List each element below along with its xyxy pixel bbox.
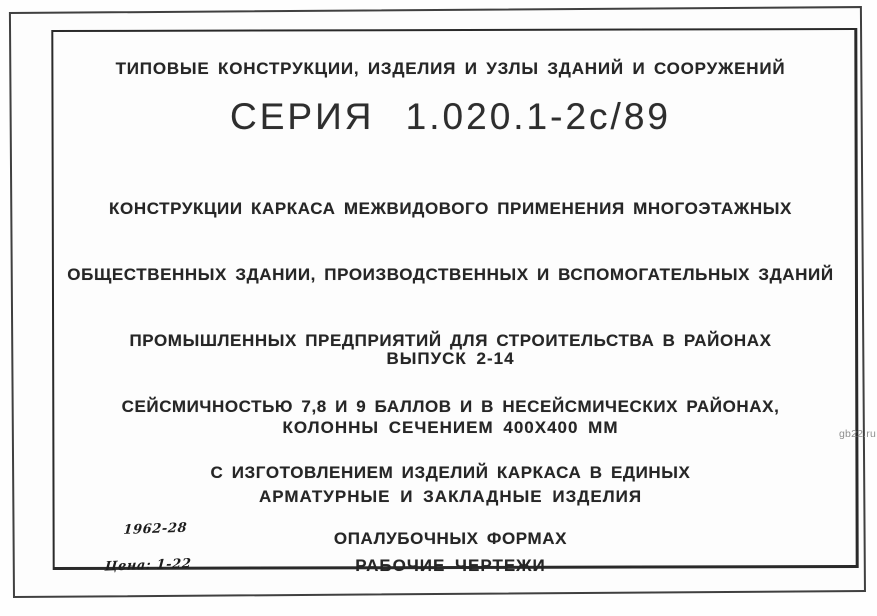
reinforcement-items-label: АРМАТУРНЫЕ И ЗАКЛАДНЫЕ ИЗДЕЛИЯ [258, 487, 643, 506]
description-line-5: С ИЗГОТОВЛЕНИЕМ ИЗДЕЛИЙ КАРКАСА В ЕДИНЫХ [210, 463, 691, 482]
document-category-title: ТИПОВЫЕ КОНСТРУКЦИИ, ИЗДЕЛИЯ И УЗЛЫ ЗДАНИЙ И СООРУЖЕНИЙ [115, 59, 786, 78]
series-title: СЕРИЯ 1.020.1-2с/89 [230, 96, 671, 137]
description-line-6: ОПАЛУБОЧНЫХ ФОРМАХ [333, 529, 568, 548]
watermark-text: gb22.ru [838, 428, 876, 440]
handwritten-note [103, 498, 196, 597]
description-line-3: ПРОМЫШЛЕННЫХ ПРЕДПРИЯТИЙ ДЛЯ СТРОИТЕЛЬСТВА В РАЙОНАХ [129, 331, 772, 350]
description-line-2: ОБЩЕСТВЕННЫХ ЗДАНИИ, ПРОИЗВОДСТВЕННЫХ И ВСПОМОГАТЕЛЬНЫХ ЗДАНИЙ [67, 265, 834, 284]
working-drawings-label: РАБОЧИЕ ЧЕРТЕЖИ [355, 556, 546, 575]
handwritten-code: 1962-28 [122, 520, 188, 538]
issue-number: ВЫПУСК 2-14 [386, 349, 515, 368]
description-line-1: КОНСТРУКЦИИ КАРКАСА МЕЖВИДОВОГО ПРИМЕНЕНИЯ МНОГОЭТАЖНЫХ [109, 199, 792, 218]
columns-section-spec: КОЛОННЫ СЕЧЕНИЕМ 400Х400 ММ [282, 418, 619, 437]
description-line-4: СЕЙСМИЧНОСТЬЮ 7,8 И 9 БАЛЛОВ И В НЕСЕЙСМИЧЕСКИХ РАЙОНАХ, [121, 397, 780, 416]
handwritten-price: Цена: 1-22 [104, 556, 192, 575]
